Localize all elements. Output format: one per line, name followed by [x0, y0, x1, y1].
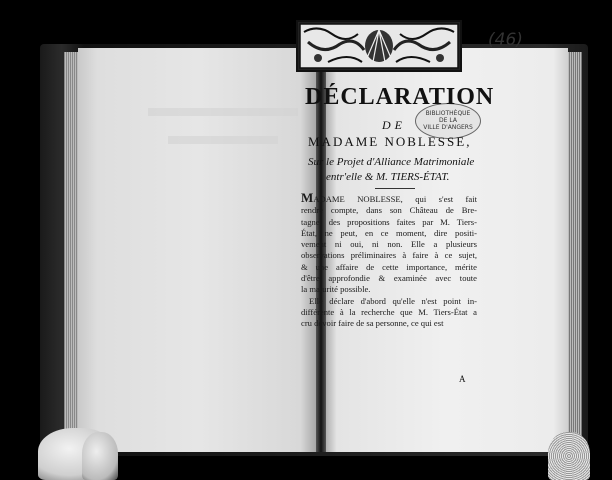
bleed-through-mark [168, 136, 278, 144]
stamp-line: DE LA [439, 117, 457, 124]
body-line: État, ne peut, en ce moment, dire positi- [301, 227, 477, 238]
stamp-line: BIBLIOTHÈQUE [425, 110, 471, 117]
body-text [301, 192, 477, 330]
body-line: Elle déclare d'abord qu'elle n'est point in- [309, 295, 477, 306]
body-line: & une affaire de cette importance, mérite [301, 261, 477, 272]
body-line: tagne, des propositions faites par M. Tiers- [301, 216, 477, 227]
body-line: vement ni oui, ni non. Elle a plusieurs [301, 239, 477, 250]
finger-left [82, 432, 118, 480]
body-line: cru devoir faire de sa personne, ce qui est [301, 318, 444, 329]
gloved-finger-right [548, 432, 590, 480]
right-page-edges [568, 52, 582, 448]
body-line: rendre compte, dans son Château de Bre- [301, 205, 477, 216]
subtitle-line: Sur le Projet d'Alliance Matrimoniale [308, 156, 475, 168]
subtitle-line: entr'elle & M. TIERS-ÉTAT. [326, 171, 450, 183]
stamp-line: VILLE D'ANGERS [423, 124, 473, 131]
catchword: A [459, 374, 466, 384]
ornamental-headpiece [296, 20, 462, 72]
body-line: différente à la recherche que M. Tiers-État a [301, 306, 477, 317]
body-line: MADAME NOBLESSE, qui s'est fait [301, 190, 477, 205]
body-line: d'être approfondie & examinée avec toute [301, 273, 477, 284]
left-page-edges [64, 52, 78, 448]
body-line: la maturité possible. [301, 284, 371, 295]
title-rule [375, 188, 415, 189]
body-line: observations préliminaires à faire à ce sujet, [301, 250, 477, 261]
title-preposition: DE [382, 118, 406, 132]
bleed-through-mark [148, 108, 298, 116]
left-page-blank [78, 48, 320, 452]
handwritten-shelfmark: (46) [488, 30, 523, 50]
title-name: MADAME NOBLESSE, [308, 134, 472, 149]
page-title: DÉCLARATION [305, 84, 495, 110]
